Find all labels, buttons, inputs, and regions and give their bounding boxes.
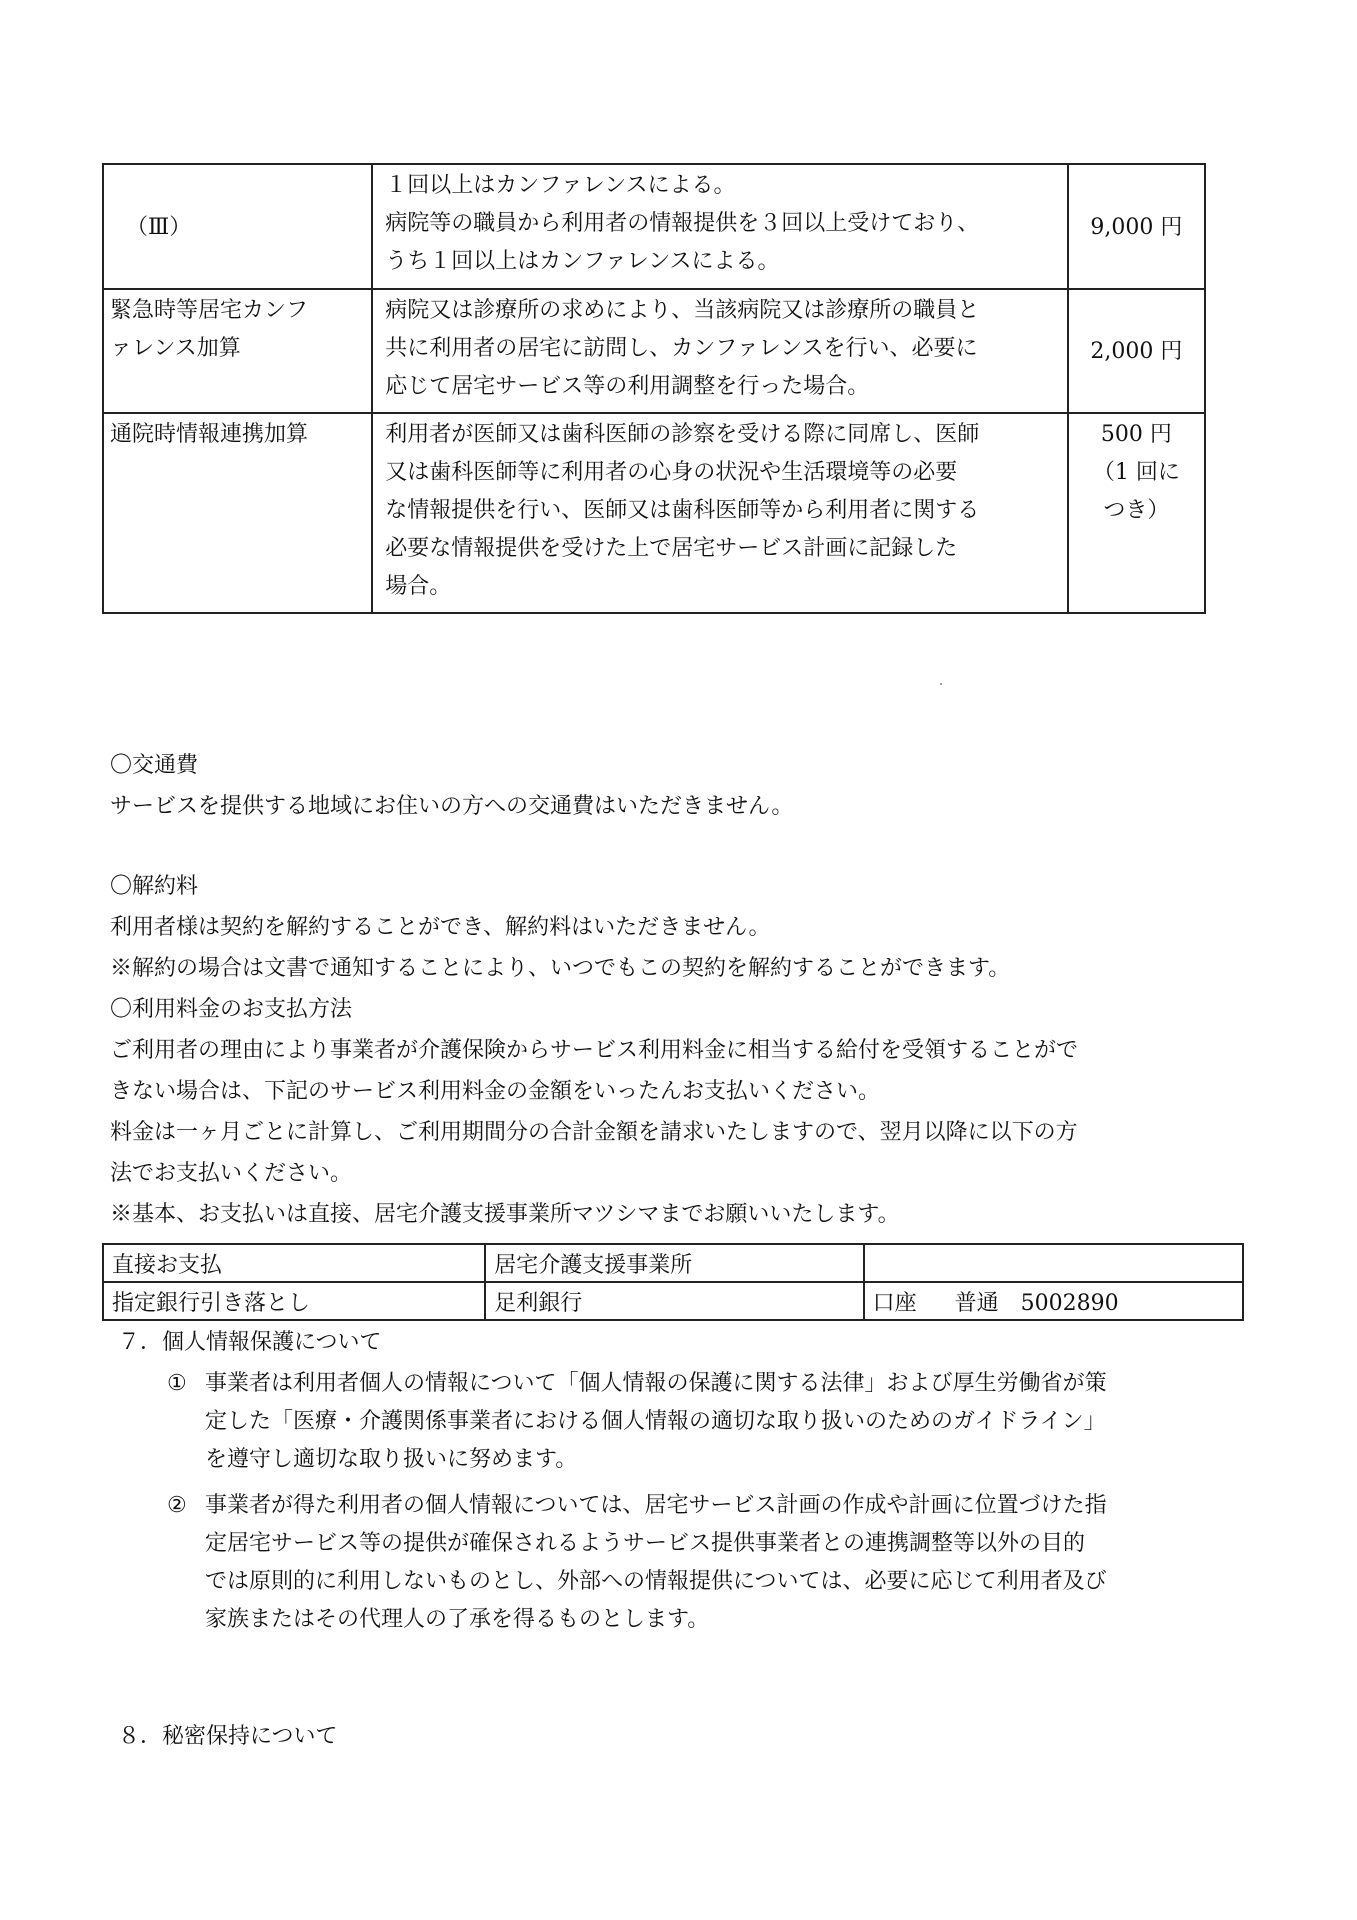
item-text-line: 定した「医療・介護関係事業者における個人情報の適切な取り扱いのためのガイドライン」 bbox=[205, 1409, 1106, 1434]
fee-name-cell bbox=[103, 289, 372, 413]
fee-description-cell bbox=[372, 289, 1068, 413]
fee-name: 通院時情報連携加算 bbox=[110, 422, 309, 447]
fee-description-line: 病院等の職員から利用者の情報提供を３回以上受けており、 bbox=[385, 211, 980, 236]
fee-name-line: 緊急時等居宅カンフ bbox=[110, 298, 309, 323]
payment-place: 居宅介護支援事業所 bbox=[485, 1244, 863, 1282]
fee-row-emergency-conference bbox=[103, 289, 1205, 413]
fee-description-line: １回以上はカンファレンスによる。 bbox=[385, 173, 736, 198]
item-number: ① bbox=[167, 1371, 187, 1396]
fee-description-line: 場合。 bbox=[385, 574, 452, 599]
transport-heading: 〇交通費 bbox=[110, 753, 199, 778]
account-label: 口座 bbox=[872, 1290, 917, 1316]
item-text bbox=[205, 1487, 1107, 1639]
fee-description-cell bbox=[372, 164, 1068, 289]
payment-method: 指定銀行引き落とし bbox=[103, 1282, 485, 1320]
fee-price-note: （1 回に bbox=[1092, 460, 1180, 485]
fee-name-cell bbox=[103, 413, 372, 613]
payment-method: 直接お支払 bbox=[103, 1244, 485, 1282]
fee-description-line: 病院又は診療所の求めにより、当該病院又は診療所の職員と bbox=[385, 298, 980, 323]
payment-method-table bbox=[102, 1243, 1244, 1321]
payment-bank: 足利銀行 bbox=[485, 1282, 863, 1320]
item-text-line: 事業者は利用者個人の情報について「個人情報の保護に関する法律」および厚生労働省が策 bbox=[205, 1371, 1107, 1396]
fee-row-conference-3 bbox=[103, 164, 1205, 289]
fee-price-cell bbox=[1068, 413, 1205, 613]
item-number: ② bbox=[167, 1493, 187, 1518]
fee-price: 500 円 bbox=[1100, 422, 1172, 447]
account-number: 5002890 bbox=[1020, 1290, 1119, 1316]
payment-account-cell bbox=[864, 1244, 1243, 1282]
item-text-line: を遵守し適切な取り扱いに努めます。 bbox=[205, 1447, 578, 1472]
payment-heading: 〇利用料金のお支払方法 bbox=[110, 997, 353, 1022]
cancellation-text: 利用者様は契約を解約することができ、解約料はいただきません。 bbox=[110, 915, 771, 940]
cancellation-note: ※解約の場合は文書で通知することにより、いつでもこの契約を解約することができます。 bbox=[110, 956, 1011, 981]
item-text-line: 事業者が得た利用者の個人情報については、居宅サービス計画の作成や計画に位置づけた指 bbox=[205, 1493, 1107, 1518]
payment-note: ※基本、お支払いは直接、居宅介護支援事業所マツシマまでお願いいたします。 bbox=[110, 1202, 900, 1227]
item-text-line: では原則的に利用しないものとし、外部への情報提供については、必要に応じて利用者及び bbox=[205, 1569, 1107, 1594]
item-text bbox=[205, 1365, 1107, 1479]
item-text-line: 家族またはその代理人の了承を得るものとします。 bbox=[205, 1607, 710, 1632]
fee-name: （Ⅲ） bbox=[126, 214, 192, 240]
cancellation-heading: 〇解約料 bbox=[110, 874, 199, 899]
account-type: 普通 bbox=[954, 1290, 999, 1316]
fee-price-cell bbox=[1068, 164, 1205, 289]
payment-account-cell bbox=[864, 1282, 1243, 1320]
fee-name-line: ァレンス加算 bbox=[110, 336, 241, 361]
fee-description-line: 共に利用者の居宅に訪問し、カンファレンスを行い、必要に bbox=[385, 336, 978, 361]
fee-description-line: うち１回以上はカンファレンスによる。 bbox=[385, 249, 780, 274]
payment-row-direct bbox=[103, 1244, 1243, 1282]
section8-heading: ８．秘密保持について bbox=[118, 1724, 338, 1749]
fee-price-note: つき） bbox=[1103, 498, 1170, 523]
payment-text: ご利用者の理由により事業者が介護保険からサービス利用料金に相当する給付を受領することがで bbox=[110, 1038, 1079, 1063]
fee-description-line: 必要な情報提供を受けた上で居宅サービス計画に記録した bbox=[385, 536, 958, 561]
scan-speck bbox=[940, 683, 942, 685]
fee-description-line: な情報提供を行い、医師又は歯科医師等から利用者に関する bbox=[385, 498, 980, 523]
fee-description-line: 又は歯科医師等に利用者の心身の状況や生活環境等の必要 bbox=[385, 460, 958, 485]
fee-table bbox=[102, 163, 1206, 614]
fee-price-cell bbox=[1068, 289, 1205, 413]
section7-heading: ７．個人情報保護について bbox=[118, 1330, 382, 1355]
payment-row-bank-debit bbox=[103, 1282, 1243, 1320]
fee-name-cell bbox=[103, 164, 372, 289]
payment-text: 法でお支払いください。 bbox=[110, 1161, 353, 1186]
fee-description-line: 応じて居宅サービス等の利用調整を行った場合。 bbox=[385, 374, 870, 399]
fee-price: 2,000 円 bbox=[1090, 339, 1183, 364]
payment-text: きない場合は、下記のサービス利用料金の金額をいったんお支払いください。 bbox=[110, 1079, 881, 1104]
item-text-line: 定居宅サービス等の提供が確保されるようサービス提供事業者との連携調整等以外の目的 bbox=[205, 1531, 1086, 1556]
payment-text: 料金は一ヶ月ごとに計算し、ご利用期間分の合計金額を請求いたしますので、翌月以降に以下の方 bbox=[110, 1120, 1078, 1145]
fee-description-cell bbox=[372, 413, 1068, 613]
fee-price: 9,000 円 bbox=[1090, 214, 1183, 240]
transport-text: サービスを提供する地域にお住いの方への交通費はいただきません。 bbox=[110, 794, 794, 819]
fee-row-hospital-visit bbox=[103, 413, 1205, 613]
fee-description-line: 利用者が医師又は歯科医師の診察を受ける際に同席し、医師 bbox=[385, 422, 980, 447]
